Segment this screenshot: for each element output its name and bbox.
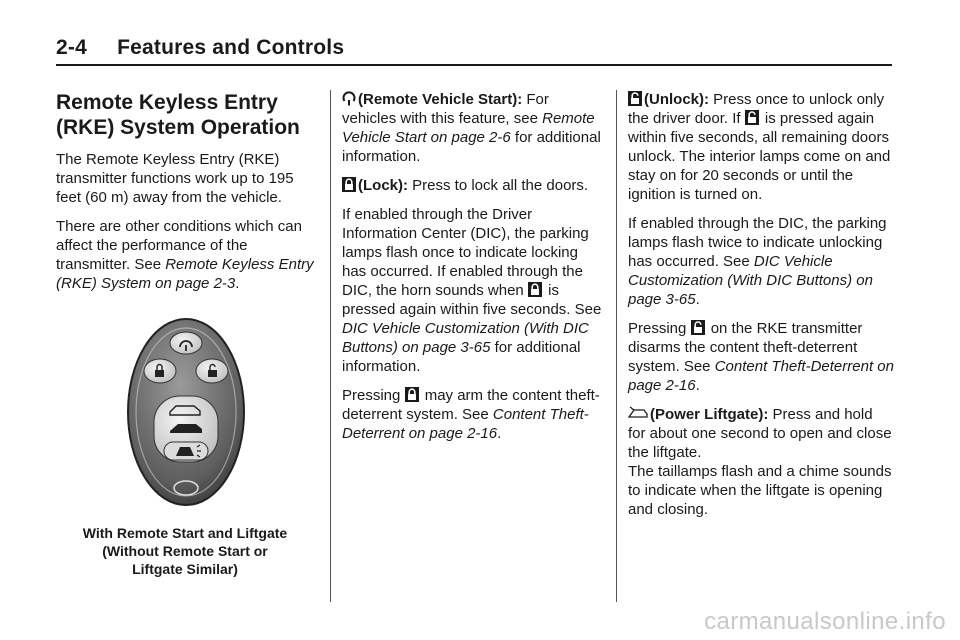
dic-unlock-paragraph <box>628 214 894 309</box>
disarm-paragraph <box>628 319 894 395</box>
remote-start-link[interactable]: Remote Vehicle Start on page 2-6 <box>342 110 595 146</box>
remote-start-icon <box>342 91 356 106</box>
theft-deterrent-link[interactable]: Content Theft-Deterrent on page 2-16 <box>342 406 589 442</box>
lock-text: Press to lock all the doors. <box>408 177 589 194</box>
page-header-title: 2-4 Features and Controls <box>56 36 345 59</box>
remote-start-paragraph <box>342 90 604 166</box>
watermark: carmanualsonline.info <box>704 608 946 635</box>
theft-arm-text-3: . <box>497 425 502 442</box>
dic-lock-text-3: for additional information. <box>342 339 581 375</box>
theft-deterrent-link[interactable]: Content Theft-Deterrent on page 2-16 <box>628 358 894 394</box>
disarm-text: Pressing <box>628 320 691 337</box>
dic-lock-paragraph <box>342 205 604 376</box>
unlock-paragraph <box>628 90 894 204</box>
theft-arm-text-2: may arm the content theft-deterrent system. See <box>342 387 600 423</box>
remote-start-label: (Remote Vehicle Start): <box>358 91 523 108</box>
theft-arm-text: Pressing <box>342 387 405 404</box>
caption-line: Liftgate Similar) <box>132 561 238 577</box>
unlock-icon <box>745 110 759 125</box>
lock-icon <box>405 387 419 402</box>
unlock-text-2: is pressed again within five seconds, all remaining doors unlock. The interior lamps come on and stay on for 20 seconds or until the ignition is turned on. <box>628 110 891 203</box>
dic-lock-text: If enabled through the Driver Information Center (DIC), the parking lamps flash once to indicate locking has occurred. If enabled through the DIC, the horn sounds when <box>342 206 589 299</box>
unlock-text: Press once to unlock only the driver door. If <box>628 91 885 127</box>
lock-paragraph <box>342 176 604 195</box>
figure-caption <box>56 524 314 578</box>
liftgate-label: (Power Liftgate): <box>650 406 769 423</box>
section-title: Remote Keyless Entry (RKE) System Operation <box>56 91 300 139</box>
key-fob-drawing <box>124 316 248 516</box>
dic-unlock-end: . <box>695 291 700 308</box>
remote-start-text-end: for additional information. <box>342 129 601 165</box>
theft-arm-paragraph <box>342 386 604 443</box>
middle-column <box>342 90 604 453</box>
right-column <box>628 90 894 529</box>
page-header <box>56 34 892 66</box>
liftgate-icon <box>628 406 648 421</box>
liftgate-text: Press and hold for about one second to open and close the liftgate. <box>628 406 892 461</box>
conditions-text: There are other conditions which can affect the performance of the transmitter. See <box>56 218 302 273</box>
column-divider-left <box>330 90 331 602</box>
dic-customization-link[interactable]: DIC Vehicle Customization (With DIC Buttons) on page 3-65 <box>628 253 873 308</box>
remote-start-text: For vehicles with this feature, see <box>342 91 549 127</box>
lock-icon <box>528 282 542 297</box>
disarm-end: . <box>695 377 700 394</box>
caption-line: With Remote Start and Liftgate <box>82 525 288 541</box>
lock-label: (Lock): <box>358 177 408 194</box>
column-divider-right <box>616 90 617 602</box>
disarm-text-2: on the RKE transmitter disarms the content theft-deterrent system. See <box>628 320 863 375</box>
range-paragraph: The Remote Keyless Entry (RKE) transmitter functions work up to 195 feet (60 m) away from the vehicle. <box>56 151 294 206</box>
caption-line: (Without Remote Start or <box>102 543 268 559</box>
dic-unlock-text: If enabled through the DIC, the parking lamps flash twice to indicate unlocking has occurred. See <box>628 215 887 270</box>
lock-icon <box>342 177 356 192</box>
conditions-paragraph <box>56 217 322 293</box>
unlock-icon <box>628 91 642 106</box>
rke-system-link[interactable]: Remote Keyless Entry (RKE) System on page 2-3 <box>56 256 314 292</box>
liftgate-chime-paragraph: The taillamps flash and a chime sounds to indicate when the liftgate is opening and closing. <box>628 463 892 518</box>
liftgate-paragraph <box>628 405 894 462</box>
unlock-label: (Unlock): <box>644 91 709 108</box>
unlock-icon <box>691 320 705 335</box>
dic-customization-link[interactable]: DIC Vehicle Customization (With DIC Buttons) on page 3-65 <box>342 320 589 356</box>
dic-lock-text-2: is pressed again within five seconds. See <box>342 282 602 318</box>
key-fob-illustration <box>124 316 248 516</box>
conditions-end: . <box>235 275 240 292</box>
left-column <box>56 90 322 303</box>
